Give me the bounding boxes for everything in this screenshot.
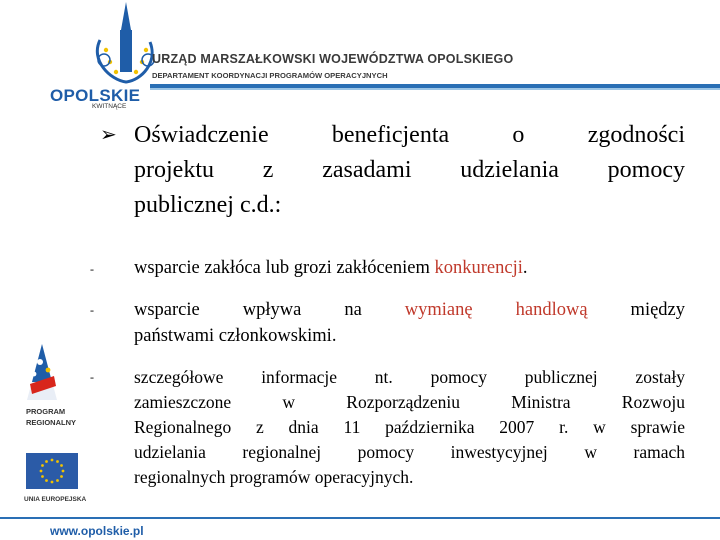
footer-divider bbox=[0, 517, 720, 519]
brand-name: OPOLSKIE bbox=[50, 86, 141, 105]
item-line-2: zamieszczone w Rozporządzeniu Ministra Rozwoju bbox=[134, 392, 685, 412]
item-highlight: wymianę handlową bbox=[404, 300, 588, 320]
eu-star-icon bbox=[45, 479, 48, 482]
program-label bbox=[26, 406, 76, 428]
eu-star-icon bbox=[51, 459, 54, 462]
eu-star-icon bbox=[62, 470, 65, 473]
eu-label: UNIA EUROPEJSKA bbox=[24, 496, 87, 503]
item-text: . bbox=[522, 258, 528, 278]
eu-star-icon bbox=[60, 475, 63, 478]
list-item-1 bbox=[134, 256, 685, 280]
item-text: wsparcie zakłóca lub grozi zakłóceniem bbox=[134, 258, 435, 278]
eu-star-icon bbox=[45, 460, 48, 463]
program-regionalny-logo-icon bbox=[22, 342, 62, 402]
eu-star-icon bbox=[51, 481, 54, 484]
item-highlight: konkurencji bbox=[434, 258, 523, 278]
slide-heading bbox=[100, 118, 685, 223]
arrow-bullet-icon: ➢ bbox=[100, 124, 117, 146]
item-line-1 bbox=[134, 297, 685, 323]
org-title: URZĄD MARSZAŁKOWSKI WOJEWÓDZTWA OPOLSKIEGO bbox=[152, 52, 514, 66]
heading-line-2: projektu z zasadami udzielania pomocy bbox=[134, 157, 685, 183]
eu-star-icon bbox=[60, 464, 63, 467]
item-line-1: szczegółowe informacje nt. pomocy publicznej zostały bbox=[134, 367, 685, 387]
list-bullet: - bbox=[90, 262, 94, 276]
footer-url-link[interactable]: www.opolskie.pl bbox=[50, 524, 144, 538]
item-text: wsparcie wpływa na bbox=[134, 300, 405, 320]
eu-star-icon bbox=[41, 464, 44, 467]
heading-text bbox=[134, 118, 685, 223]
program-label-line-1: PROGRAM bbox=[26, 407, 66, 416]
program-label-line-2: REGIONALNY bbox=[26, 418, 77, 427]
eu-star-icon bbox=[56, 479, 59, 482]
eu-star-icon bbox=[40, 470, 43, 473]
list-bullet: - bbox=[90, 370, 94, 384]
item-line-3: Regionalnego z dnia 11 października 2007 r. w sprawie bbox=[134, 417, 685, 437]
item-line-5: regionalnych programów operacyjnych. bbox=[134, 467, 414, 487]
list-item-3 bbox=[134, 365, 685, 490]
eu-star-icon bbox=[56, 460, 59, 463]
item-text: między bbox=[587, 300, 686, 320]
header-divider-light bbox=[150, 88, 720, 90]
heading-line-3: publicznej c.d.: bbox=[134, 192, 282, 218]
eu-star-icon bbox=[41, 475, 44, 478]
org-subtitle: DEPARTAMENT KOORDYNACJI PROGRAMÓW OPERACYJNYCH bbox=[152, 71, 388, 80]
brand-tagline: KWITNĄCE bbox=[92, 103, 127, 110]
item-line-2: państwami członkowskimi. bbox=[134, 326, 337, 346]
eu-flag-icon bbox=[26, 453, 78, 489]
list-item-2 bbox=[134, 297, 685, 349]
item-line-4: udzielania regionalnej pomocy inwestycyjnej w ramach bbox=[134, 442, 685, 462]
list-bullet: - bbox=[90, 303, 94, 317]
heading-line-1: Oświadczenie beneficjenta o zgodności bbox=[134, 122, 685, 148]
